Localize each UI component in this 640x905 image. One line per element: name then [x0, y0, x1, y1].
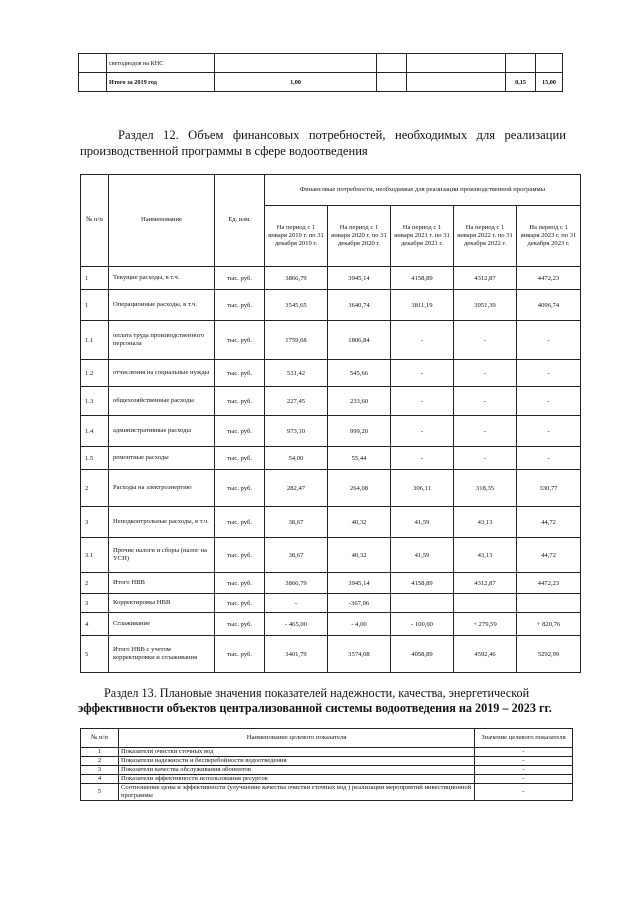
row-value: - — [475, 748, 573, 757]
row-unit: тыс. руб. — [215, 360, 265, 387]
row-unit: тыс. руб. — [215, 470, 265, 507]
row-value: - — [475, 766, 573, 775]
row-name: Показатели надежности и бесперебойности водоотведения — [119, 757, 475, 766]
row-value: 318,35 — [454, 470, 517, 507]
row-value: - — [391, 387, 454, 416]
row-unit: тыс. руб. — [215, 447, 265, 470]
row-value: - — [517, 387, 581, 416]
row-name: отчисления на социальные нужды — [109, 360, 215, 387]
row-value: 1806,84 — [328, 321, 391, 360]
total-value-1: 1,00 — [215, 73, 377, 92]
row-name: Показатели очистки сточных вод — [119, 748, 475, 757]
table-row — [81, 387, 581, 416]
header-num: № п/п — [81, 729, 119, 748]
row-value: 4472,23 — [517, 267, 581, 290]
row-value: - 465,00 — [265, 613, 328, 636]
header-name: Наименование целевого показателя — [119, 729, 475, 748]
table-row — [81, 757, 573, 766]
row-name: Операционные расходы, в т.ч. — [109, 290, 215, 321]
row-value: - — [475, 775, 573, 784]
row-value: - 100,00 — [391, 613, 454, 636]
row-unit: тыс. руб. — [215, 594, 265, 613]
row-number: 1.2 — [81, 360, 109, 387]
header-period: На период с 1 января 2020 г. по 31 декабря 2020 г. — [328, 206, 391, 267]
row-value: 3866,79 — [265, 573, 328, 594]
table-row — [81, 507, 581, 538]
row-value: 54,00 — [265, 447, 328, 470]
row-value: 3945,14 — [328, 573, 391, 594]
row-unit: тыс. руб. — [215, 636, 265, 673]
row-value: 233,60 — [328, 387, 391, 416]
row-value: 41,59 — [391, 507, 454, 538]
row-name: Расходы на электроэнергию — [109, 470, 215, 507]
row-value: 973,10 — [265, 416, 328, 447]
row-unit: тыс. руб. — [215, 507, 265, 538]
row-value: 55,44 — [328, 447, 391, 470]
row-name: Итого НВВ — [109, 573, 215, 594]
row-value: - — [454, 321, 517, 360]
row-number: 1.3 — [81, 387, 109, 416]
row-value: 5292,99 — [517, 636, 581, 673]
table-row — [81, 775, 573, 784]
row-value: + 279,59 — [454, 613, 517, 636]
header-period: На период с 1 января 2021 г. по 31 декабря 2021 г. — [391, 206, 454, 267]
table-header-row — [81, 729, 573, 748]
table-row — [81, 267, 581, 290]
row-name: Соотношение цены и эффективности (улучшение качества очистки сточных вод ) реализации мероприятий инвестиционной программы — [119, 784, 475, 801]
row-value: 1759,68 — [265, 321, 328, 360]
row-value: 44,72 — [517, 507, 581, 538]
row-value: 545,66 — [328, 360, 391, 387]
row-value: 40,32 — [328, 507, 391, 538]
header-period: На период с 1 января 2019 г. по 31 декабря 2019 г. — [265, 206, 328, 267]
row-value: 3951,39 — [454, 290, 517, 321]
row-value: 531,42 — [265, 360, 328, 387]
table-row — [81, 613, 581, 636]
table-row — [81, 538, 581, 573]
row-value: 4158,89 — [391, 573, 454, 594]
row-unit: тыс. руб. — [215, 387, 265, 416]
row-value: 3866,79 — [265, 267, 328, 290]
row-value: - — [391, 416, 454, 447]
row-value: 4158,89 — [391, 267, 454, 290]
row-value: - — [265, 594, 328, 613]
row-number: 5 — [81, 784, 119, 801]
row-value: 227,45 — [265, 387, 328, 416]
row-number: 2 — [81, 573, 109, 594]
row-value: 41,59 — [391, 538, 454, 573]
table-row — [81, 784, 573, 801]
row-unit: тыс. руб. — [215, 290, 265, 321]
table-row — [81, 594, 581, 613]
row-number: 1 — [81, 290, 109, 321]
row-value: - — [391, 321, 454, 360]
row-value: 4312,87 — [454, 267, 517, 290]
table-row — [79, 54, 563, 73]
previous-table-fragment — [78, 53, 563, 92]
table-row — [81, 290, 581, 321]
row-value — [454, 594, 517, 613]
row-value: - — [517, 447, 581, 470]
row-value: - — [517, 321, 581, 360]
table-row — [81, 360, 581, 387]
row-value: 3545,65 — [265, 290, 328, 321]
row-value: 306,11 — [391, 470, 454, 507]
row-number: 4 — [81, 775, 119, 784]
row-name: Неподконтрольные расходы, в т.ч. — [109, 507, 215, 538]
row-value: 264,08 — [328, 470, 391, 507]
row-name: Текущие расходы, в т.ч. — [109, 267, 215, 290]
row-name: Показатели качества обслуживания абонентов — [119, 766, 475, 775]
total-value-3: 15,00 — [536, 73, 563, 92]
row-name: ремонтные расходы — [109, 447, 215, 470]
row-value: 44,72 — [517, 538, 581, 573]
row-value: 999,20 — [328, 416, 391, 447]
row-value: 3811,19 — [391, 290, 454, 321]
row-name: Итого НВВ с учетом корректировки и сглаживания — [109, 636, 215, 673]
row-name: административные расходы — [109, 416, 215, 447]
table-row — [81, 321, 581, 360]
row-value: 3574,08 — [328, 636, 391, 673]
table-header-row — [81, 175, 581, 206]
row-value: 40,32 — [328, 538, 391, 573]
row-name: Показатели эффективности использования ресурсов — [119, 775, 475, 784]
row-name: оплата труда производственного персонала — [109, 321, 215, 360]
header-name: Наименование — [109, 175, 215, 267]
row-value: 4312,87 — [454, 573, 517, 594]
row-value — [517, 594, 581, 613]
row-value: 4472,23 — [517, 573, 581, 594]
table-row — [81, 416, 581, 447]
row-value: 38,67 — [265, 507, 328, 538]
total-label: Итого за 2019 год — [107, 73, 215, 92]
row-value: - — [454, 387, 517, 416]
row-label: светодиодов на КНС — [107, 54, 215, 73]
row-value: 3945,14 — [328, 267, 391, 290]
section-12-heading — [80, 127, 566, 159]
row-number: 1.5 — [81, 447, 109, 470]
table-row — [81, 470, 581, 507]
section-13-heading — [78, 686, 578, 716]
row-value: - — [517, 360, 581, 387]
row-value: - — [454, 416, 517, 447]
table-row — [81, 636, 581, 673]
section-12-title-line-1: Раздел 12. Объем финансовых потребностей, необходимых для реализации — [118, 128, 566, 142]
section-13-title-line-1: Раздел 13. Плановые значения показателей надежности, качества, энергетической — [104, 686, 530, 700]
row-value: 3401,79 — [265, 636, 328, 673]
header-num: № п/п — [81, 175, 109, 267]
row-number: 2 — [81, 470, 109, 507]
row-number: 4 — [81, 613, 109, 636]
row-value: 4058,89 — [391, 636, 454, 673]
row-value: 43,13 — [454, 507, 517, 538]
row-number: 2 — [81, 757, 119, 766]
row-value: 3640,74 — [328, 290, 391, 321]
row-value: - — [454, 447, 517, 470]
row-value: - — [517, 416, 581, 447]
target-indicators-table — [80, 728, 573, 801]
section-12-title-line-2: производственной программы в сфере водоотведения — [80, 144, 368, 158]
row-unit: тыс. руб. — [215, 267, 265, 290]
header-value: Значение целевого показателя — [475, 729, 573, 748]
table-row — [79, 73, 563, 92]
row-unit: тыс. руб. — [215, 538, 265, 573]
row-unit: тыс. руб. — [215, 613, 265, 636]
row-value: + 820,76 — [517, 613, 581, 636]
total-value-2: 0,15 — [506, 73, 536, 92]
header-period: На период с 1 января 2022 г. по 31 декабря 2022 г. — [454, 206, 517, 267]
row-value: 282,47 — [265, 470, 328, 507]
row-name: Корректировка НВВ — [109, 594, 215, 613]
row-number: 3 — [81, 594, 109, 613]
row-number: 3 — [81, 766, 119, 775]
row-number: 1.1 — [81, 321, 109, 360]
financial-needs-table — [80, 174, 581, 673]
row-value — [391, 594, 454, 613]
row-unit: тыс. руб. — [215, 573, 265, 594]
row-number: 1 — [81, 267, 109, 290]
section-13-title-line-2: эффективности объектов централизованной системы водоотведения на 2019 – 2023 гг. — [78, 701, 552, 715]
header-group: Финансовые потребности, необходимые для реализации производственной программы — [265, 175, 581, 206]
table-row — [81, 766, 573, 775]
row-number: 1 — [81, 748, 119, 757]
row-value: - — [475, 757, 573, 766]
row-unit: тыс. руб. — [215, 321, 265, 360]
row-value: 4592,46 — [454, 636, 517, 673]
header-period: На период с 1 января 2023 г. по 31 декабря 2023 г. — [517, 206, 581, 267]
row-name: общехозяйственные расходы — [109, 387, 215, 416]
row-number: 5 — [81, 636, 109, 673]
row-name: Сглаживание — [109, 613, 215, 636]
row-value: - — [475, 784, 573, 801]
row-name: Прочие налоги и сборы (налог на УСН) — [109, 538, 215, 573]
header-unit: Ед. изм. — [215, 175, 265, 267]
row-value: 4096,74 — [517, 290, 581, 321]
table-row — [81, 748, 573, 757]
row-value: - — [454, 360, 517, 387]
row-number: 3 — [81, 507, 109, 538]
table-row — [81, 573, 581, 594]
row-number: 3.1 — [81, 538, 109, 573]
row-unit: тыс. руб. — [215, 416, 265, 447]
row-value: - — [391, 447, 454, 470]
row-value: - 4,00 — [328, 613, 391, 636]
row-value: - — [391, 360, 454, 387]
row-value: 38,67 — [265, 538, 328, 573]
row-value: 43,13 — [454, 538, 517, 573]
row-number: 1.4 — [81, 416, 109, 447]
row-value: 330,77 — [517, 470, 581, 507]
row-value: -367,06 — [328, 594, 391, 613]
table-row — [81, 447, 581, 470]
